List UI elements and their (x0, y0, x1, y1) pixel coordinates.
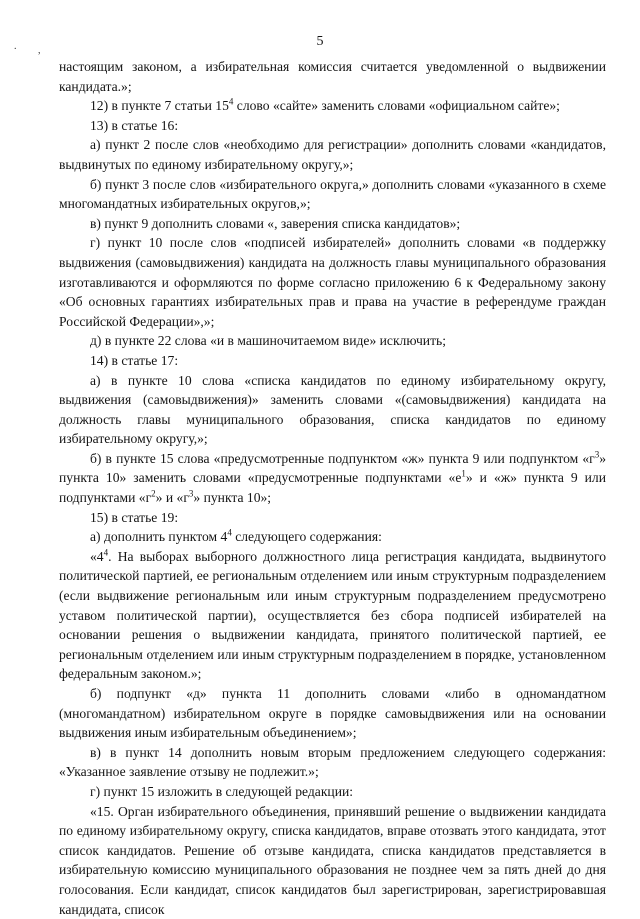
scan-mark: , (38, 45, 41, 56)
scan-mark: . (14, 41, 17, 52)
paragraph: в) пункт 9 дополнить словами «, заверения списка кандидатов»; (90, 215, 461, 231)
paragraph: б) в пункте 15 слова «предусмотренные подпунктом «ж» пункта 9 или подпунктом «$г^3$» пункта 10» заменить словами «предусмотренные подпунктами «$е^1$» и «ж» пункта 9 или подпунктами «$г^2$» и «$г^3$» пункта 10»; (59, 449, 606, 506)
paragraph: г) пункт 10 после слов «подписей избирателей» дополнить словами «в поддержку выдвижения (самовыдвижения) кандидата на должность главы муниципального образования изготавливаются и оформляются по форме согласно приложению 6 к Федеральному закону «Об основных гарантиях избирательных прав и права на участие в референдуме граждан Российской Федерации»,»; (59, 235, 606, 329)
paragraph: 14) в статье 17: (90, 352, 179, 368)
paragraph: «$4^4$. На выборах выборного должностного лица регистрация кандидата, выдвинутого политической партией, ее региональным отделением или иным структурным подразделением (если выдвижение региональным или иным структурным подразделением предусмотрено уставом политической партии), осуществляется без сбора подписей избирателей на основании решения о выдвижении кандидата, принятого политической партией, ее региональным отделением или иным структурным подразделением в порядке, установленном федеральным законом.»; (59, 547, 606, 682)
paragraph: д) в пункте 22 слова «и в машиночитаемом виде» исключить; (90, 333, 446, 349)
paragraph: «15. Орган избирательного объединения, принявший решение о выдвижении кандидата по единому избирательному округу, списка кандидатов, вправе отозвать этого кандидата, этот список кандидатов. Решение об отзыве кандидата, списка кандидатов представляется в избирательную комиссию муниципального образования не позднее чем за пять дней до дня голосования. Если кандидат, список кандидатов был зарегистрирован, зарегистрировавшая кандидата, список (59, 803, 606, 917)
paragraph: г) пункт 15 изложить в следующей редакции: (90, 783, 354, 799)
paragraph: а) в пункте 10 слова «списка кандидатов по единому избирательному округу, выдвижения (самовыдвижения)» заменить словами «(самовыдвижения) кандидата на должность главы муниципального образования, списка кандидатов по единому избирательному округу,»; (59, 372, 606, 447)
paragraph: а) дополнить пунктом $4^4$ следующего содержания: (90, 527, 382, 545)
document-body (59, 57, 606, 919)
paragraph: 12) в пункте 7 статьи $15^4$ слово «сайте» заменить словами «официальном сайте»; (90, 96, 560, 114)
paragraph: настоящим законом, а избирательная комиссия считается уведомленной о выдвижении кандидата.»; (59, 59, 606, 94)
paragraph: 13) в статье 16: (90, 117, 179, 133)
paragraph: б) пункт 3 после слов «избирательного округа,» дополнить словами «указанного в схеме многомандатных избирательных округов,»; (59, 176, 606, 212)
paragraph: 15) в статье 19: (90, 509, 179, 525)
paragraph: в) в пункт 14 дополнить новым вторым предложением следующего содержания: «Указанное заявление отзыву не подлежит.»; (59, 744, 606, 780)
paragraph: б) подпункт «д» пункта 11 дополнить словами «либо в одномандатном (многомандатном) избирательном округе в порядке самовыдвижения или на основании выдвижения иным избирательным объединением»; (59, 686, 606, 741)
paragraph: а) пункт 2 после слов «необходимо для регистрации» дополнить словами «кандидатов, выдвинутых по единому избирательному округу,»; (59, 137, 606, 172)
page-number: 5 (316, 34, 324, 49)
